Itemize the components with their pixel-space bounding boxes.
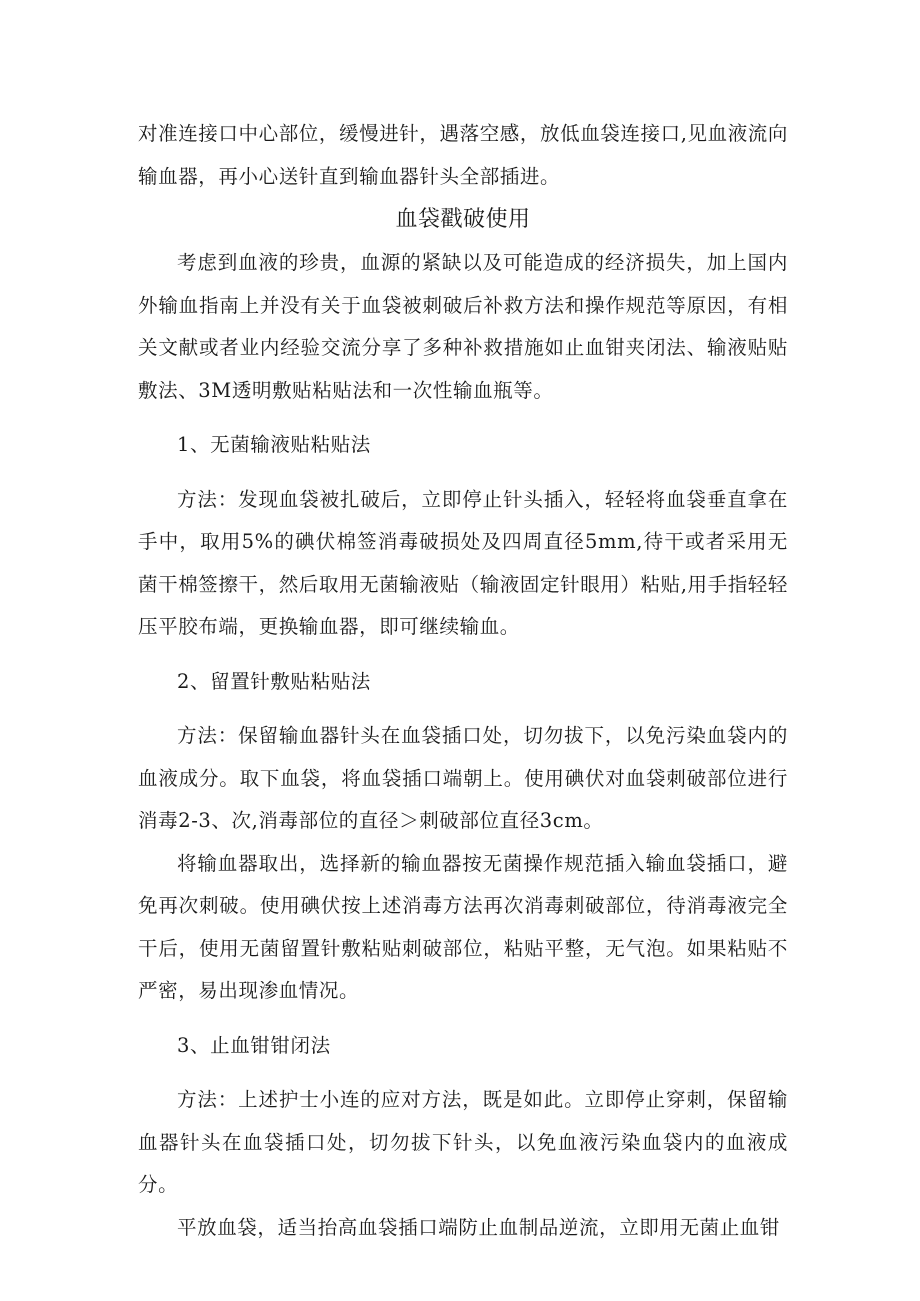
section-title: 血袋戳破使用 <box>395 207 531 232</box>
method-1-title: 1、无菌输液贴粘贴法 <box>177 433 371 456</box>
method-2-paragraph-2: 将输血器取出，选择新的输血器按无菌操作规范插入输血袋插口，避免再次刺破。使用碘伏按上述消毒方法再次消毒刺破部位，待消毒液完全干后，使用无菌留置针敷粘贴刺破部位，粘贴平整，无气泡。如果粘贴不严密，易出现渗血情况。 <box>138 851 788 1002</box>
method-2-title: 2、留置针敷贴粘贴法 <box>177 669 371 693</box>
method-3-paragraph-1: 方法：上述护士小连的应对方法，既是如此。立即停止穿刺，保留输血器针头在血袋插口处，切勿拔下针头，以免血液污染血袋内的血液成分。 <box>138 1088 788 1196</box>
method-1-paragraph: 方法：发现血袋被扎破后，立即停止针头插入，轻轻将血袋垂直拿在手中，取用5%的碘伏棉签消毒破损处及四周直径5mm,待干或者采用无菌干棉签擦干，然后取用无菌输液贴（输液固定针眼用）粘贴,用手指轻轻压平胶布端，更换输血器，即可继续输血。 <box>138 487 788 638</box>
document-body <box>138 113 788 1249</box>
method-3-paragraph-2: 平放血袋，适当抬高血袋插口端防止血制品逆流，立即用无菌止血钳 <box>177 1215 781 1239</box>
method-2-paragraph-1: 方法：保留输血器针头在血袋插口处，切勿拔下，以免污染血袋内的血液成分。取下血袋，将血袋插口端朝上。使用碘伏对血袋刺破部位进行消毒2-3、次,消毒部位的直径＞刺破部位直径3cm。 <box>138 724 788 832</box>
intro-paragraph: 对准连接口中心部位，缓慢进针，遇落空感，放低血袋连接口,见血液流向输血器，再小心送针直到输血器针头全部插进。 <box>138 122 788 188</box>
overview-paragraph: 考虑到血液的珍贵，血源的紧缺以及可能造成的经济损失，加上国内外输血指南上并没有关于血袋被刺破后补救方法和操作规范等原因，有相关文献或者业内经验交流分享了多种补救措施如止血钳夹闭法、输液贴贴敷法、3M透明敷贴粘贴法和一次性输血瓶等。 <box>138 251 788 402</box>
method-3-title: 3、止血钳钳闭法 <box>177 1033 331 1057</box>
